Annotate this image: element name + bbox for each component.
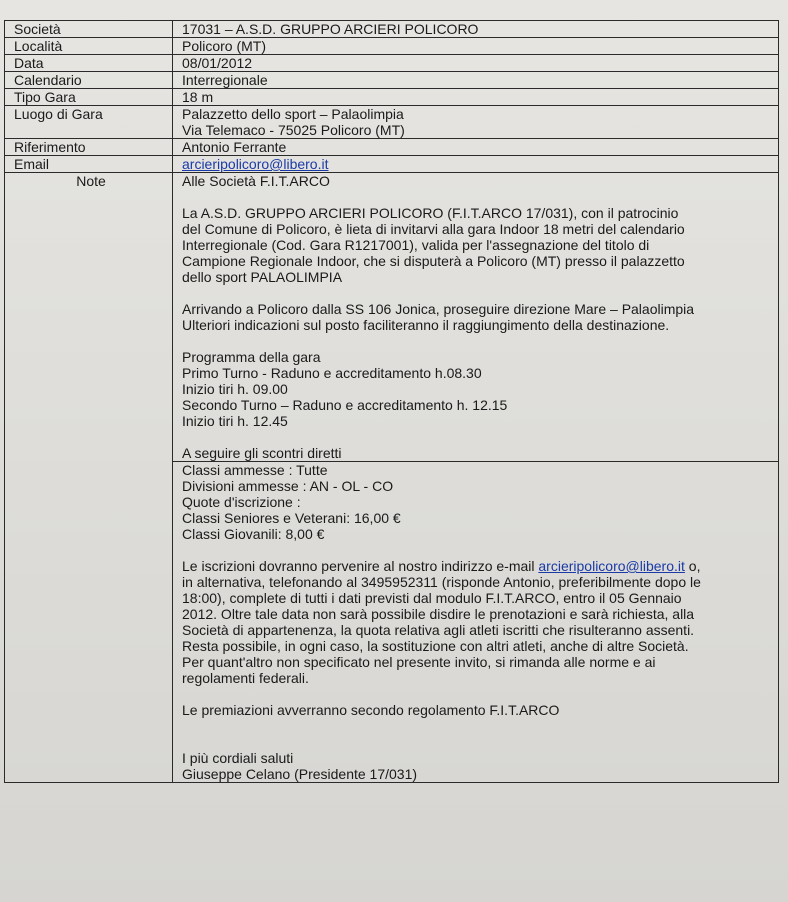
directions-line: Arrivando a Policoro dalla SS 106 Jonica, proseguire direzione Mare – Palaolimpia (182, 301, 695, 317)
label-calendario: Calendario (5, 72, 173, 89)
followup-text: A seguire gli scontri diretti (182, 445, 342, 461)
value-email-cell (173, 156, 779, 173)
value-riferimento: Antonio Ferrante (173, 139, 779, 156)
note-block-registration (173, 462, 779, 783)
intro-line: dello sport PALAOLIMPIA (182, 269, 343, 285)
value-societa: 17031 – A.S.D. GRUPPO ARCIERI POLICORO (173, 21, 779, 38)
classes-line: Classi Giovanili: 8,00 € (182, 526, 325, 542)
row-luogo-di-gara (5, 106, 779, 139)
row-email (5, 156, 779, 173)
competition-info-table (4, 20, 779, 783)
row-calendario (5, 72, 779, 89)
classes-line: Classi ammesse : Tutte (182, 462, 328, 478)
value-calendario: Interregionale (173, 72, 779, 89)
classes-line: Classi Seniores e Veterani: 16,00 € (182, 510, 401, 526)
classes-line: Divisioni ammesse : AN - OL - CO (182, 478, 394, 494)
registration-line: Resta possibile, in ogni caso, la sostituzione con altri atleti, anche di altre Società. (182, 638, 689, 654)
program-line: Inizio tiri h. 12.45 (182, 413, 288, 429)
label-email: Email (5, 156, 173, 173)
registration-line: 2012. Oltre tale data non sarà possibile disdire le prenotazioni e sarà richiesta, alla (182, 606, 695, 622)
registration-line: Per quant'altro non specificato nel presente invito, si rimanda alle norme e ai (182, 654, 656, 670)
registration-first-line (182, 558, 774, 574)
label-tipo-gara: Tipo Gara (5, 89, 173, 106)
row-note-1 (5, 173, 779, 462)
email-link[interactable]: arcieripolicoro@libero.it (182, 156, 329, 172)
value-tipo-gara: 18 m (173, 89, 779, 106)
program-title: Programma della gara (182, 349, 321, 365)
registration-line: in alternativa, telefonando al 3495952311 (risponde Antonio, preferibilmente dopo le (182, 574, 701, 590)
program-line: Primo Turno - Raduno e accreditamento h.08.30 (182, 365, 482, 381)
intro-line: Campione Regionale Indoor, che si disputerà a Policoro (MT) presso il palazzetto (182, 253, 685, 269)
row-localita (5, 38, 779, 55)
registration-suffix: o, (684, 558, 701, 574)
row-data (5, 55, 779, 72)
row-societa (5, 21, 779, 38)
signature-text: Giuseppe Celano (Presidente 17/031) (182, 766, 418, 782)
registration-line: regolamenti federali. (182, 670, 309, 686)
intro-line: del Comune di Policoro, è lieta di invitarvi alla gara Indoor 18 metri del calendario (182, 221, 685, 237)
registration-paragraph (182, 558, 774, 686)
registration-line: 18:00), complete di tutti i dati previsti dal modulo F.I.T.ARCO, entro il 05 Gennaio (182, 590, 682, 606)
directions-line: Ulteriori indicazioni sul posto faciliteranno il raggiungimento della destinazione. (182, 317, 670, 333)
registration-prefix: Le iscrizioni dovranno pervenire al nostro indirizzo e-mail (182, 558, 539, 574)
intro-line: La A.S.D. GRUPPO ARCIERI POLICORO (F.I.T.ARCO 17/031), con il patrocinio (182, 205, 679, 221)
venue-name: Palazzetto dello sport – Palaolimpia (182, 106, 404, 122)
row-riferimento (5, 139, 779, 156)
intro-line: Interregionale (Cod. Gara R1217001), valida per l'assegnazione del titolo di (182, 237, 650, 253)
classes-paragraph (182, 462, 774, 542)
value-data: 08/01/2012 (173, 55, 779, 72)
directions-paragraph (182, 301, 774, 333)
label-localita: Località (5, 38, 173, 55)
note-block-invitation (173, 173, 779, 462)
venue-address: Via Telemaco - 75025 Policoro (MT) (182, 122, 405, 138)
label-data: Data (5, 55, 173, 72)
program-line: Secondo Turno – Raduno e accreditamento h. 12.15 (182, 397, 508, 413)
value-luogo-di-gara (173, 106, 779, 139)
program-line: Inizio tiri h. 09.00 (182, 381, 288, 397)
label-societa: Società (5, 21, 173, 38)
classes-line: Quote d'iscrizione : (182, 494, 301, 510)
row-tipo-gara (5, 89, 779, 106)
program-paragraph (182, 349, 774, 429)
label-note: Note (5, 173, 173, 783)
registration-line: Società di appartenenza, la quota relativa agli atleti iscritti che risulteranno assenti. (182, 622, 695, 638)
intro-paragraph (182, 205, 774, 285)
value-localita: Policoro (MT) (173, 38, 779, 55)
salutation: Alle Società F.I.T.ARCO (182, 173, 330, 189)
closing-text: I più cordiali saluti (182, 750, 294, 766)
label-luogo-di-gara: Luogo di Gara (5, 106, 173, 139)
awards-text: Le premiazioni avverranno secondo regolamento F.I.T.ARCO (182, 702, 560, 718)
registration-email-link[interactable]: arcieripolicoro@libero.it (538, 558, 685, 574)
label-riferimento: Riferimento (5, 139, 173, 156)
